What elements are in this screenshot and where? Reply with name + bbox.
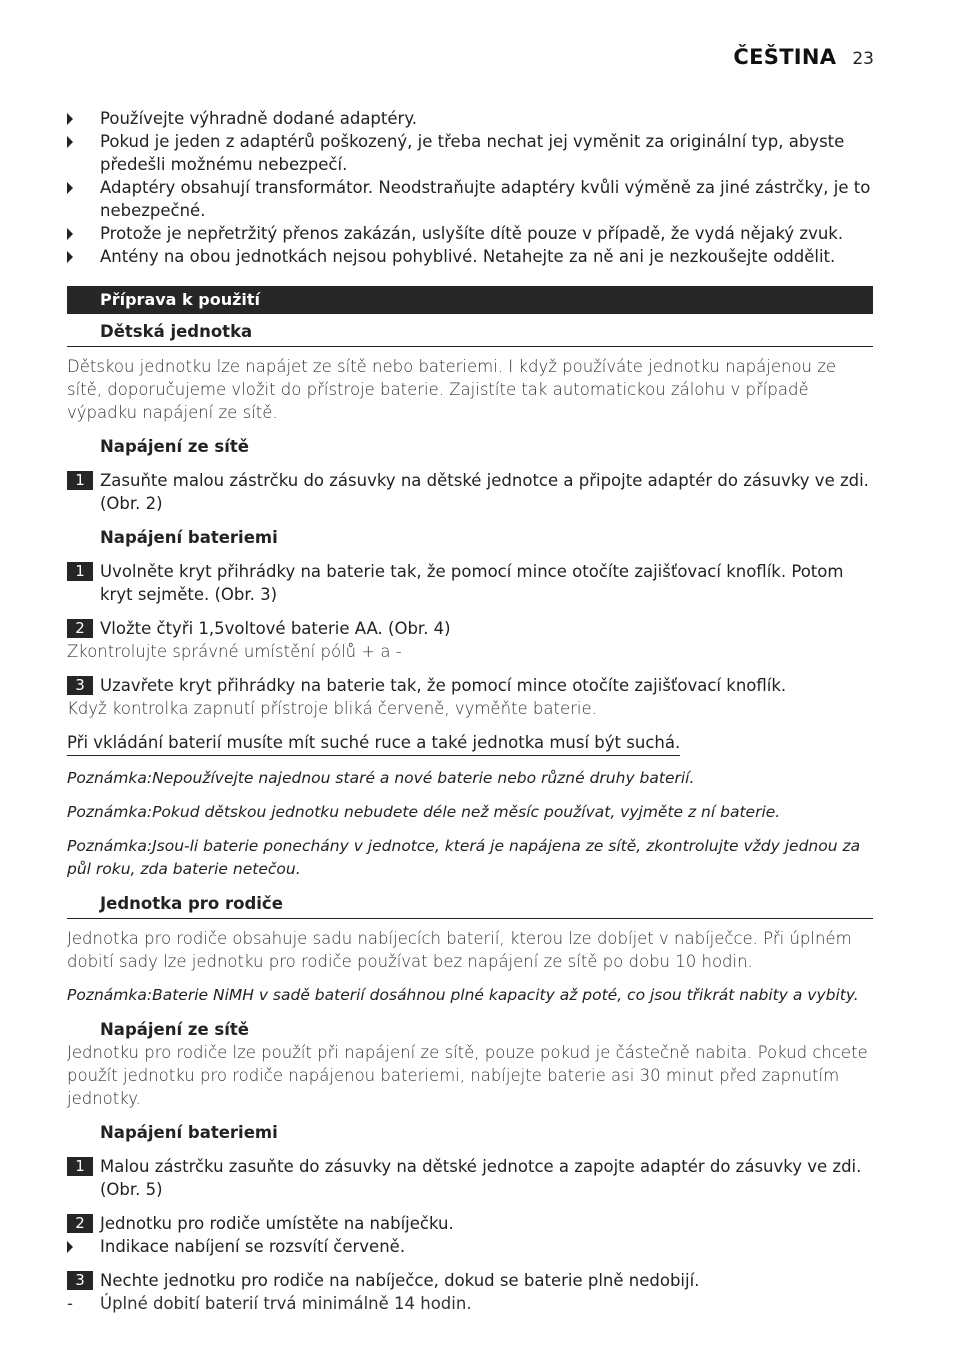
list-item xyxy=(67,176,873,222)
page-number: 23 xyxy=(852,49,874,69)
bullet-arrow-icon xyxy=(67,113,73,125)
step-item xyxy=(67,1269,873,1292)
step-followup: Když kontrolka zapnutí přístroje bliká červeně, vyměňte baterie. xyxy=(67,699,597,718)
note: Poznámka:Nepoužívejte najednou staré a nové baterie nebo různé druhy baterií. xyxy=(67,769,695,787)
bullet-text: Používejte výhradně dodané adaptéry. xyxy=(100,109,417,128)
parent-unit-heading: Jednotka pro rodiče xyxy=(67,892,873,919)
step-item xyxy=(67,1212,873,1235)
bullet-text: Pokud je jeden z adaptérů poškozený, je třeba nechat jej vyměnit za originální typ, abyste předešli možnému nebezpečí. xyxy=(100,132,845,174)
step-number: 1 xyxy=(67,562,93,581)
step-text: Nechte jednotku pro rodiče na nabíječce, dokud se baterie plně nedobijí. xyxy=(100,1271,700,1290)
step-number: 2 xyxy=(67,619,93,638)
bullet-arrow-icon xyxy=(67,1241,73,1253)
baby-unit-heading: Dětská jednotka xyxy=(67,320,873,347)
baby-mains-heading: Napájení ze sítě xyxy=(100,437,249,456)
step-item xyxy=(67,560,873,606)
step-number: 3 xyxy=(67,1271,93,1290)
step-text: Uzavřete kryt přihrádky na baterie tak, že pomocí mince otočíte zajišťovací knoflík. xyxy=(100,676,787,695)
baby-unit-intro: Dětskou jednotku lze napájet ze sítě nebo bateriemi. I když používáte jednotku napájenou ze sítě, doporučujeme vložit do přístroje baterie. Zajistíte tak automatickou zálohu v případě výpadku napájení ze sítě. xyxy=(67,357,837,422)
step-item xyxy=(67,469,873,515)
step-text: Zasuňte malou zástrčku do zásuvky na dětské jednotce a připojte adaptér do zásuvky ve zdi. (Obr. 2) xyxy=(100,471,869,513)
page-header xyxy=(733,46,874,71)
bullet-arrow-icon xyxy=(67,136,73,148)
step-number: 2 xyxy=(67,1214,93,1233)
step-number: 3 xyxy=(67,676,93,695)
parent-mains-heading: Napájení ze sítě xyxy=(100,1020,249,1039)
step-item xyxy=(67,674,873,697)
step-number: 1 xyxy=(67,1157,93,1176)
step-item xyxy=(67,617,873,640)
bullet-text: Indikace nabíjení se rozsvítí červeně. xyxy=(100,1237,406,1256)
list-item xyxy=(67,245,873,268)
safety-bullet-list xyxy=(67,107,873,268)
baby-battery-heading: Napájení bateriemi xyxy=(100,528,278,547)
dash-marker: - xyxy=(67,1294,73,1313)
bullet-text: Protože je nepřetržitý přenos zakázán, uslyšíte dítě pouze v případě, že vydá nějaký zvuk. xyxy=(100,224,844,243)
bullet-arrow-icon xyxy=(67,182,73,194)
list-item xyxy=(67,222,873,245)
step-text: Vložte čtyři 1,5voltové baterie AA. (Obr. 4) xyxy=(100,619,451,638)
list-item xyxy=(67,130,873,176)
note: Poznámka:Pokud dětskou jednotku nebudete déle než měsíc používat, vyjměte z ní baterie. xyxy=(67,803,781,821)
page-content xyxy=(67,107,873,1315)
note: Poznámka:Baterie NiMH v sadě baterií dosáhnou plné kapacity až poté, co jsou třikrát nabity a vybity. xyxy=(67,986,859,1004)
list-item xyxy=(67,107,873,130)
bullet-text: Adaptéry obsahují transformátor. Neodstraňujte adaptéry kvůli výměně za jiné zástrčky, je to nebezpečné. xyxy=(100,178,871,220)
parent-battery-heading: Napájení bateriemi xyxy=(100,1123,278,1142)
parent-mains-text: Jednotku pro rodiče lze použít při napájení ze sítě, pouze pokud je částečně nabita. Pokud chcete použít jednotku pro rodiče napájenou bateriemi, nabíjejte baterie asi 30 minut před zapnutím jednotky. xyxy=(67,1043,868,1108)
step-text: Jednotku pro rodiče umístěte na nabíječku. xyxy=(100,1214,454,1233)
battery-warning: Při vkládání baterií musíte mít suché ruce a také jednotka musí být suchá. xyxy=(67,731,680,756)
bullet-text: Antény na obou jednotkách nejsou pohyblivé. Netahejte za ně ani je nezkoušejte oddělit. xyxy=(100,247,836,266)
dash-text: Úplné dobití baterií trvá minimálně 14 hodin. xyxy=(100,1294,472,1313)
language-label: ČEŠTINA xyxy=(733,45,837,69)
section-heading: Příprava k použití xyxy=(67,286,873,314)
bullet-arrow-icon xyxy=(67,251,73,263)
step-item xyxy=(67,1155,873,1201)
parent-unit-intro: Jednotka pro rodiče obsahuje sadu nabíjecích baterií, kterou lze dobíjet v nabíječce. Při úplném dobití sady lze jednotku pro rodiče používat bez napájení ze sítě po dobu 10 hodin. xyxy=(67,929,852,971)
step-text: Uvolněte kryt přihrádky na baterie tak, že pomocí mince otočíte zajišťovací knoflík. Potom kryt sejměte. (Obr. 3) xyxy=(100,562,844,604)
step-followup: Zkontrolujte správné umístění pólů + a - xyxy=(67,642,402,661)
note: Poznámka:Jsou-li baterie ponechány v jednotce, která je napájena ze sítě, zkontrolujte vždy jednou za půl roku, zda baterie netečou. xyxy=(67,837,861,878)
step-number: 1 xyxy=(67,471,93,490)
list-item xyxy=(67,1235,873,1258)
bullet-arrow-icon xyxy=(67,228,73,240)
list-item xyxy=(67,1292,873,1315)
step-text: Malou zástrčku zasuňte do zásuvky na dětské jednotce a zapojte adaptér do zásuvky ve zdi. (Obr. 5) xyxy=(100,1157,862,1199)
